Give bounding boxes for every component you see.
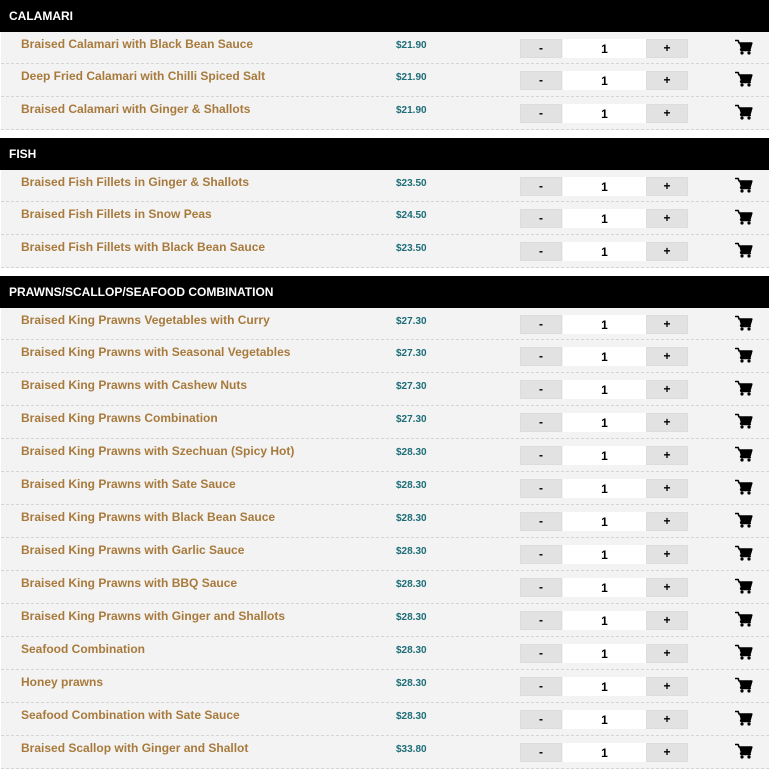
item-name[interactable]: Braised Fish Fillets in Ginger & Shallots <box>21 175 250 189</box>
quantity-input[interactable] <box>563 315 646 334</box>
item-name[interactable]: Braised King Prawns with Szechuan (Spicy Hot) <box>21 444 295 458</box>
menu-item-row <box>1 406 769 439</box>
quantity-input[interactable] <box>563 413 646 432</box>
increase-quantity-button[interactable]: + <box>646 743 688 762</box>
shopping-cart-icon[interactable] <box>735 209 753 225</box>
item-price: $27.30 <box>396 381 427 392</box>
item-price: $23.50 <box>396 243 427 254</box>
decrease-quantity-button[interactable]: - <box>520 710 562 729</box>
shopping-cart-icon[interactable] <box>735 71 753 87</box>
menu-item-row <box>1 538 769 571</box>
item-price: $28.30 <box>396 480 427 491</box>
increase-quantity-button[interactable]: + <box>646 578 688 597</box>
item-name[interactable]: Braised King Prawns with Black Bean Sauce <box>21 510 276 524</box>
decrease-quantity-button[interactable]: - <box>520 71 562 90</box>
menu-item-row <box>1 308 769 340</box>
shopping-cart-icon[interactable] <box>735 413 753 429</box>
increase-quantity-button[interactable]: + <box>646 177 688 196</box>
menu-item-row <box>1 97 769 130</box>
item-price: $28.30 <box>396 645 427 656</box>
item-price: $27.30 <box>396 348 427 359</box>
quantity-input[interactable] <box>563 677 646 696</box>
menu-item-row <box>1 340 769 373</box>
decrease-quantity-button[interactable]: - <box>520 209 562 228</box>
menu-item-row <box>1 373 769 406</box>
section-header: FISH <box>0 138 769 170</box>
section-header: PRAWNS/SCALLOP/SEAFOOD COMBINATION <box>0 276 769 308</box>
quantity-input[interactable] <box>563 644 646 663</box>
decrease-quantity-button[interactable]: - <box>520 315 562 334</box>
increase-quantity-button[interactable]: + <box>646 545 688 564</box>
increase-quantity-button[interactable]: + <box>646 611 688 630</box>
item-name[interactable]: Deep Fried Calamari with Chilli Spiced Salt <box>21 69 266 83</box>
item-price: $27.30 <box>396 316 427 327</box>
decrease-quantity-button[interactable]: - <box>520 479 562 498</box>
increase-quantity-button[interactable]: + <box>646 380 688 399</box>
decrease-quantity-button[interactable]: - <box>520 413 562 432</box>
decrease-quantity-button[interactable]: - <box>520 177 562 196</box>
shopping-cart-icon[interactable] <box>735 479 753 495</box>
item-name[interactable]: Braised Scallop with Ginger and Shallot <box>21 741 249 755</box>
shopping-cart-icon[interactable] <box>735 242 753 258</box>
quantity-input[interactable] <box>563 446 646 465</box>
item-name[interactable]: Braised Calamari with Ginger & Shallots <box>21 102 251 116</box>
decrease-quantity-button[interactable]: - <box>520 512 562 531</box>
section-gap <box>0 130 769 138</box>
item-name[interactable]: Braised Fish Fillets in Snow Peas <box>21 207 212 221</box>
item-name[interactable]: Braised King Prawns with Cashew Nuts <box>21 378 248 392</box>
item-name[interactable]: Braised King Prawns with Sate Sauce <box>21 477 236 491</box>
decrease-quantity-button[interactable]: - <box>520 347 562 366</box>
item-price: $24.50 <box>396 210 427 221</box>
section-rows <box>1 170 769 268</box>
item-name[interactable]: Seafood Combination with Sate Sauce <box>21 708 240 722</box>
increase-quantity-button[interactable]: + <box>646 242 688 261</box>
quantity-input[interactable] <box>563 177 646 196</box>
menu-item-row <box>1 472 769 505</box>
quantity-input[interactable] <box>563 71 646 90</box>
decrease-quantity-button[interactable]: - <box>520 104 562 123</box>
menu-item-row <box>1 703 769 736</box>
increase-quantity-button[interactable]: + <box>646 71 688 90</box>
item-price: $28.30 <box>396 711 427 722</box>
decrease-quantity-button[interactable]: - <box>520 242 562 261</box>
shopping-cart-icon[interactable] <box>735 347 753 363</box>
shopping-cart-icon[interactable] <box>735 177 753 193</box>
increase-quantity-button[interactable]: + <box>646 644 688 663</box>
quantity-input[interactable] <box>563 743 646 762</box>
menu-item-row <box>1 571 769 604</box>
shopping-cart-icon[interactable] <box>735 644 753 660</box>
increase-quantity-button[interactable]: + <box>646 446 688 465</box>
shopping-cart-icon[interactable] <box>735 545 753 561</box>
section-rows <box>1 32 769 130</box>
increase-quantity-button[interactable]: + <box>646 209 688 228</box>
shopping-cart-icon[interactable] <box>735 512 753 528</box>
quantity-input[interactable] <box>563 347 646 366</box>
quantity-input[interactable] <box>563 104 646 123</box>
shopping-cart-icon[interactable] <box>735 710 753 726</box>
item-name[interactable]: Honey prawns <box>21 675 104 689</box>
increase-quantity-button[interactable]: + <box>646 479 688 498</box>
shopping-cart-icon[interactable] <box>735 104 753 120</box>
item-name[interactable]: Seafood Combination <box>21 642 145 656</box>
item-price: $28.30 <box>396 579 427 590</box>
decrease-quantity-button[interactable]: - <box>520 578 562 597</box>
increase-quantity-button[interactable]: + <box>646 413 688 432</box>
quantity-input[interactable] <box>563 611 646 630</box>
increase-quantity-button[interactable]: + <box>646 39 688 58</box>
item-price: $28.30 <box>396 612 427 623</box>
decrease-quantity-button[interactable]: - <box>520 644 562 663</box>
shopping-cart-icon[interactable] <box>735 39 753 55</box>
menu-item-row <box>1 439 769 472</box>
item-name[interactable]: Braised King Prawns Vegetables with Curry <box>21 313 270 327</box>
quantity-input[interactable] <box>563 545 646 564</box>
increase-quantity-button[interactable]: + <box>646 104 688 123</box>
menu-section <box>0 138 769 268</box>
item-price: $27.30 <box>396 414 427 425</box>
shopping-cart-icon[interactable] <box>735 315 753 331</box>
menu-item-row <box>1 505 769 538</box>
shopping-cart-icon[interactable] <box>735 743 753 759</box>
section-gap <box>0 268 769 276</box>
item-name[interactable]: Braised King Prawns with Ginger and Shallots <box>21 609 286 623</box>
section-header: CALAMARI <box>0 0 769 32</box>
quantity-input[interactable] <box>563 512 646 531</box>
menu-item-row <box>1 170 769 202</box>
item-price: $28.30 <box>396 546 427 557</box>
shopping-cart-icon[interactable] <box>735 578 753 594</box>
menu-item-row <box>1 64 769 97</box>
quantity-input[interactable] <box>563 479 646 498</box>
decrease-quantity-button[interactable]: - <box>520 39 562 58</box>
increase-quantity-button[interactable]: + <box>646 677 688 696</box>
quantity-input[interactable] <box>563 380 646 399</box>
item-price: $21.90 <box>396 40 427 51</box>
item-price: $21.90 <box>396 72 427 83</box>
decrease-quantity-button[interactable]: - <box>520 446 562 465</box>
menu-item-row <box>1 32 769 64</box>
item-price: $28.30 <box>396 447 427 458</box>
item-name[interactable]: Braised King Prawns with Garlic Sauce <box>21 543 245 557</box>
item-price: $23.50 <box>396 178 427 189</box>
increase-quantity-button[interactable]: + <box>646 512 688 531</box>
increase-quantity-button[interactable]: + <box>646 347 688 366</box>
menu-section <box>0 276 769 769</box>
shopping-cart-icon[interactable] <box>735 611 753 627</box>
shopping-cart-icon[interactable] <box>735 677 753 693</box>
item-price: $28.30 <box>396 678 427 689</box>
decrease-quantity-button[interactable]: - <box>520 677 562 696</box>
item-name[interactable]: Braised King Prawns with BBQ Sauce <box>21 576 238 590</box>
decrease-quantity-button[interactable]: - <box>520 545 562 564</box>
decrease-quantity-button[interactable]: - <box>520 743 562 762</box>
decrease-quantity-button[interactable]: - <box>520 380 562 399</box>
increase-quantity-button[interactable]: + <box>646 710 688 729</box>
decrease-quantity-button[interactable]: - <box>520 611 562 630</box>
menu-item-row <box>1 604 769 637</box>
item-name[interactable]: Braised King Prawns Combination <box>21 411 218 425</box>
quantity-input[interactable] <box>563 578 646 597</box>
menu-item-row <box>1 202 769 235</box>
menu-item-row <box>1 670 769 703</box>
quantity-input[interactable] <box>563 209 646 228</box>
quantity-input[interactable] <box>563 39 646 58</box>
increase-quantity-button[interactable]: + <box>646 315 688 334</box>
quantity-input[interactable] <box>563 710 646 729</box>
menu-item-row <box>1 235 769 268</box>
section-rows <box>1 308 769 769</box>
quantity-input[interactable] <box>563 242 646 261</box>
menu-item-row <box>1 637 769 670</box>
item-name[interactable]: Braised King Prawns with Seasonal Vegetables <box>21 345 291 359</box>
menu-item-row <box>1 736 769 769</box>
item-name[interactable]: Braised Fish Fillets with Black Bean Sauce <box>21 240 266 254</box>
item-price: $33.80 <box>396 744 427 755</box>
item-price: $21.90 <box>396 105 427 116</box>
item-name[interactable]: Braised Calamari with Black Bean Sauce <box>21 37 254 51</box>
shopping-cart-icon[interactable] <box>735 380 753 396</box>
menu-section <box>0 0 769 130</box>
shopping-cart-icon[interactable] <box>735 446 753 462</box>
item-price: $28.30 <box>396 513 427 524</box>
